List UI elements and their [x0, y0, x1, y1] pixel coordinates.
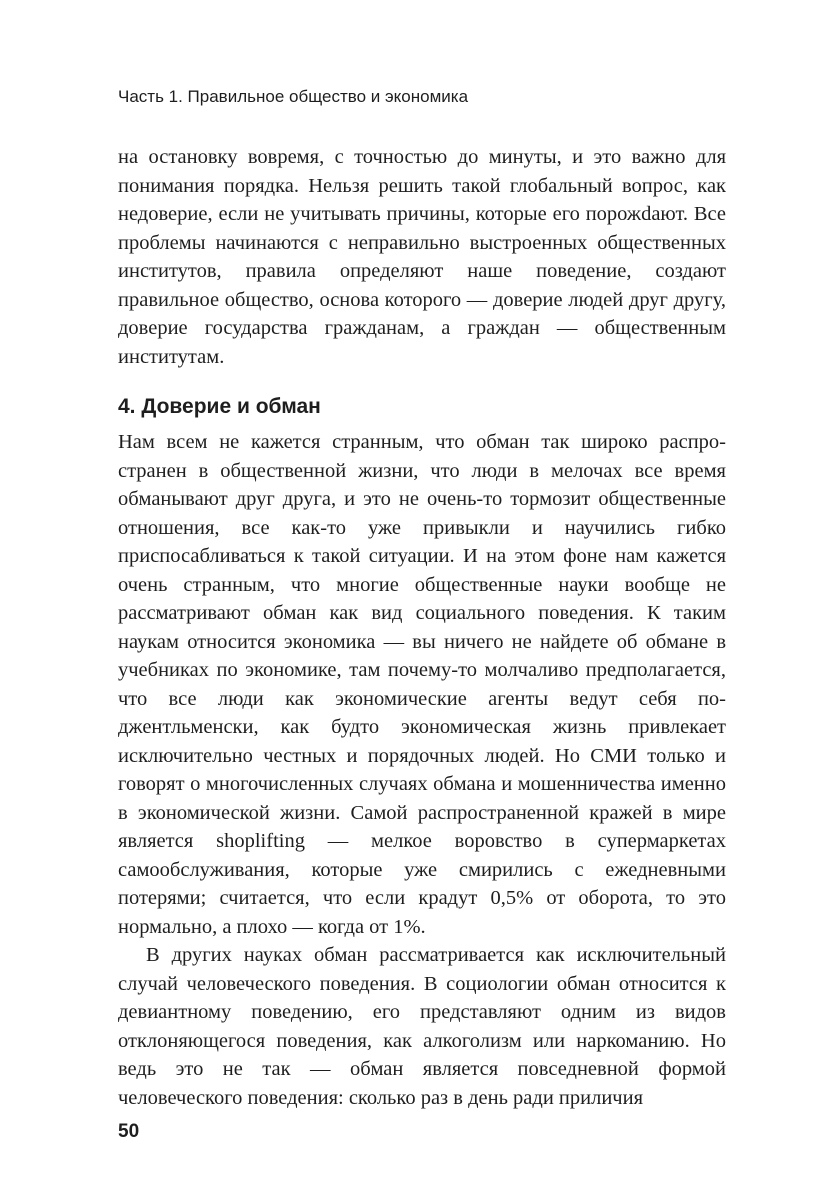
paragraph-2: В других науках обман рассматривается как исключительный случай человеческого поведения. В социологии обман относится к девиантному поведению, его представляют одним из видов отклоняющегося поведения, как алкоголизм или наркоманию. Но ведь это не так — обман является повседневной формой человеческого поведения: сколько раз в день ради приличия — [118, 944, 726, 1109]
running-header: Часть 1. Правильное общество и экономика — [118, 87, 469, 106]
page-number: 50 — [118, 1121, 140, 1142]
paragraph-1: Нам всем не кажется странным, что обман так широко распространен в общественной жизни, что люди в мелочах все время обманывают друг друга, и это не очень-то тормозит общественные отношения, все как-то уже привыкли и научились гибко приспосабливаться к такой ситуации. И на этом фоне нам кажется очень странным, что многие общественные науки вообще не рассматривают обман как вид социального поведения. К таким наукам относится экономика — вы ничего не найдете об обмане в учебниках по экономике, там почему-то молчаливо предполагается, что все люди как экономические агенты ведут себя по-джентльменски, как будто экономическая жизнь привлекает исключительно честных и порядочных людей. Но СМИ только и говорят о многочисленных случаях обмана и мошенничества именно в экономической жизни. Самой распространенной кражей в мире является shoplifting — мелкое воровство в супермаркетах самообслуживания, которые уже смирились с ежедневными потерями; считается, что если крадут 0,5% от оборота, то это нормально, а плохо — когда от 1%. — [118, 431, 726, 938]
body-text-top — [118, 143, 726, 371]
section-heading: 4. Доверие и обман — [118, 395, 321, 418]
paragraph-continued: на остановку вовремя, с точностью до минуты, и это важно для понимания порядка. Нельзя решить такой глобальный вопрос, как недоверие, если не учитывать причины, которые его порожdают. Все проблемы начинаются с неправильно выстроенных общественных институтов, правила определяют наше поведение, создают правильное общество, основа которого — доверие людей друг другу, доверие государства гражданам, а граждан — общественным институтам. — [118, 146, 726, 368]
body-text-section — [118, 428, 726, 1112]
